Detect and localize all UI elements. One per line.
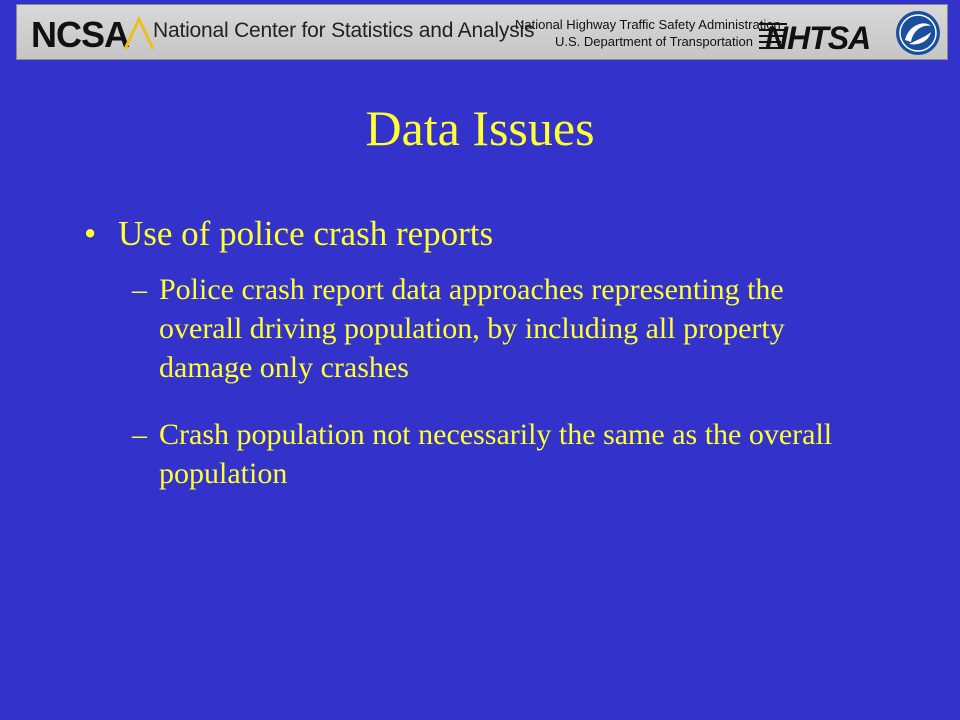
header-banner (16, 4, 948, 60)
slide-title: Data Issues (365, 100, 595, 156)
dot-logo-icon (895, 10, 941, 56)
sub-bullet-marker: – (132, 273, 147, 306)
ncsa-logo-text: NCSA (31, 14, 130, 53)
sub-bullet-text: Crash population not necessarily the same as the overall population (159, 418, 833, 490)
ncsa-full-name: National Center for Statistics and Analysis (153, 19, 535, 42)
nhtsa-full-name: National Highway Traffic Safety Administration (515, 17, 781, 32)
sub-bullet-item (132, 415, 872, 493)
nhtsa-logo (757, 15, 881, 53)
bullet-item (84, 210, 493, 258)
agency-text (515, 16, 781, 50)
ncsa-logo (29, 13, 159, 53)
ncsa-logo-accent (125, 19, 153, 49)
sub-bullet-marker: – (132, 418, 147, 451)
dot-full-name: U.S. Department of Transportation (555, 34, 753, 49)
sub-bullet-item (132, 270, 872, 387)
sub-bullet-text: Police crash report data approaches representing the overall driving population, by including all property damage only crashes (159, 273, 785, 384)
nhtsa-logo-text: NHTSA (765, 20, 871, 53)
bullet-marker: • (84, 214, 97, 253)
bullet-text: Use of police crash reports (118, 214, 494, 253)
